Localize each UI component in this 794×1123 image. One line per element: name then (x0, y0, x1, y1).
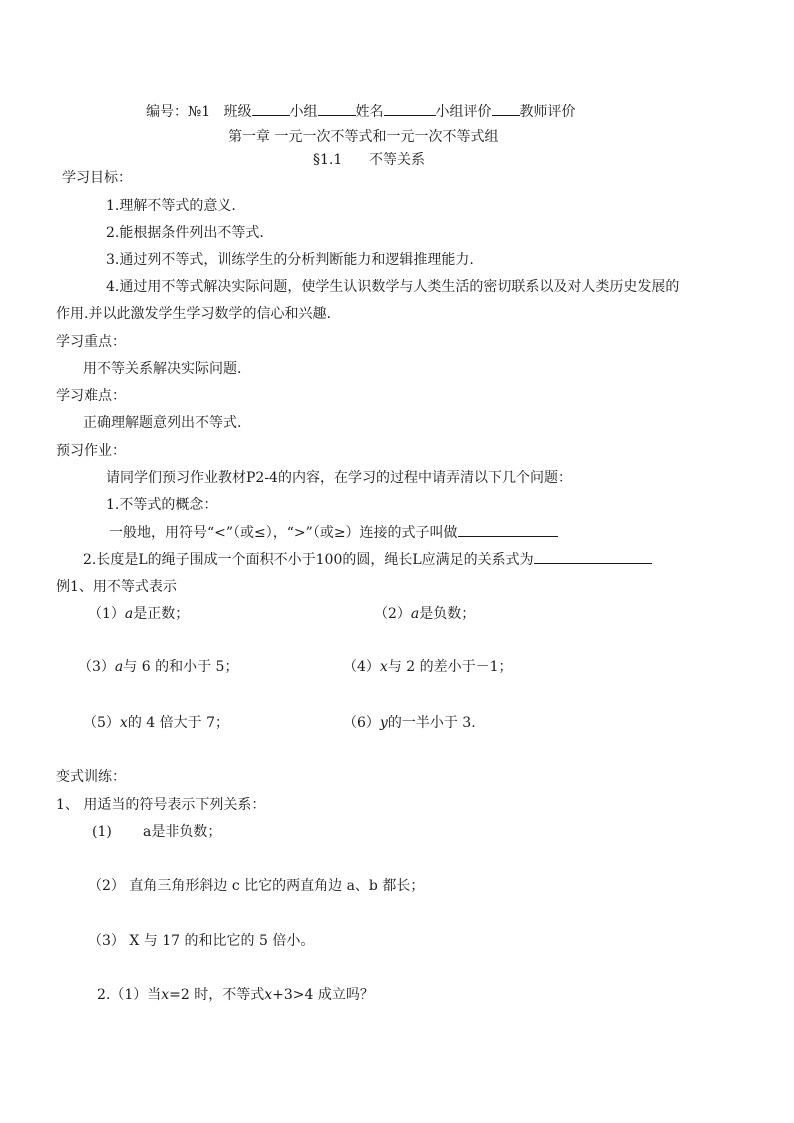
preview-heading: 预习作业： (56, 443, 126, 459)
variation-heading: 变式训练： (56, 769, 126, 785)
concept-text: 一般地，用符号“<”（或≤），“>”（或≥）连接的式子叫做 (109, 525, 458, 541)
key-point-text: 用不等关系解决实际问题. (83, 361, 242, 377)
objective-item: 2.能根据条件列出不等式. (106, 225, 264, 241)
item-variable: a (410, 606, 420, 622)
variation-q1: 1、 用适当的符号表示下列关系： (56, 797, 266, 813)
item-number: （3） (78, 659, 115, 675)
item-text: 与 6 的和小于 5； (123, 659, 239, 675)
header-line (146, 101, 576, 122)
variation-item (88, 931, 314, 951)
item-text: 的一半小于 3. (387, 715, 476, 731)
item-text: 是正数； (133, 606, 190, 622)
item-variable: a (124, 606, 134, 622)
chapter-title: 第一章 一元一次不等式和一元一次不等式组 (228, 129, 499, 145)
class-blank[interactable] (252, 101, 290, 116)
item-text: 的 4 倍大于 7； (127, 715, 229, 731)
example1-item (88, 604, 189, 624)
objective-item: 4.通过用不等式解决实际问题，使学生认识数学与人类生活的密切联系以及对人类历史发展的 (106, 279, 680, 295)
item-text: 直角三角形斜边 c 比它的两直角边 a、b 都长； (129, 878, 425, 894)
item-number: (1) (92, 824, 112, 840)
group-eval-blank[interactable] (492, 101, 520, 116)
concept-blank[interactable] (458, 522, 558, 537)
item-text: X 与 17 的和比它的 5 倍小。 (129, 933, 315, 949)
item-variable: y (379, 715, 388, 731)
preview-q2 (83, 549, 652, 570)
objectives-heading: 学习目标： (62, 170, 132, 186)
name-blank[interactable] (384, 101, 436, 116)
example1-item (83, 713, 229, 733)
section-title (313, 150, 425, 170)
variation-item (92, 822, 221, 842)
item-text: a是非负数； (143, 824, 222, 840)
objective-item-continuation: 作用.并以此激发学生学习数学的信心和兴趣. (56, 306, 331, 322)
group-label: 小组 (289, 104, 318, 120)
item-number: （5） (83, 715, 120, 731)
variation-q2 (97, 985, 374, 1005)
teacher-eval-label: 教师评价 (519, 104, 576, 120)
example1-item (343, 713, 476, 733)
example1-heading: 例1、用不等式表示 (56, 579, 177, 595)
group-eval-label: 小组评价 (435, 104, 492, 120)
difficulty-text: 正确理解题意列出不等式. (83, 415, 242, 431)
item-variable: a (114, 659, 124, 675)
difficulty-heading: 学习难点： (56, 388, 126, 404)
section-number: §1.1 (313, 152, 343, 168)
serial-number: 编号：№1 (146, 104, 211, 120)
example1-item (343, 657, 513, 677)
q2-suffix: +3>4 成立吗？ (272, 987, 374, 1003)
item-variable: x (119, 715, 128, 731)
item-text: 是负数； (419, 606, 476, 622)
preview-intro: 请同学们预习作业教材P2-4的内容，在学习的过程中请弄清以下几个问题： (106, 470, 572, 486)
q2-variable: x (264, 987, 273, 1003)
item-number: （4） (343, 659, 380, 675)
example1-item (78, 657, 238, 677)
preview-q1: 1.不等式的概念： (106, 497, 218, 513)
item-number: （6） (343, 715, 380, 731)
q2-variable: x (161, 987, 170, 1003)
item-text: 与 2 的差小于－1； (387, 659, 513, 675)
group-blank[interactable] (318, 101, 356, 116)
name-label: 姓名 (355, 104, 384, 120)
variation-item (88, 876, 424, 896)
item-number: （2） (374, 606, 411, 622)
example1-item (374, 604, 475, 624)
item-variable: x (379, 659, 388, 675)
objective-item: 3.通过列不等式，训练学生的分析判断能力和逻辑推理能力. (106, 252, 474, 268)
q2-middle: =2 时，不等式 (169, 987, 265, 1003)
item-number: （3） (88, 933, 125, 949)
q2-prefix: 2.（1）当 (97, 987, 162, 1003)
item-number: （2） (88, 878, 125, 894)
objective-item: 1.理解不等式的意义. (106, 198, 236, 214)
item-number: （1） (88, 606, 125, 622)
class-label: 班级 (223, 104, 252, 120)
rope-blank[interactable] (534, 549, 652, 564)
rope-question-text: 2.长度是L的绳子围成一个面积不小于100的圆，绳长L应满足的关系式为 (83, 552, 534, 568)
key-point-heading: 学习重点： (56, 334, 126, 350)
preview-q1-text (109, 522, 558, 543)
section-name: 不等关系 (368, 152, 425, 168)
